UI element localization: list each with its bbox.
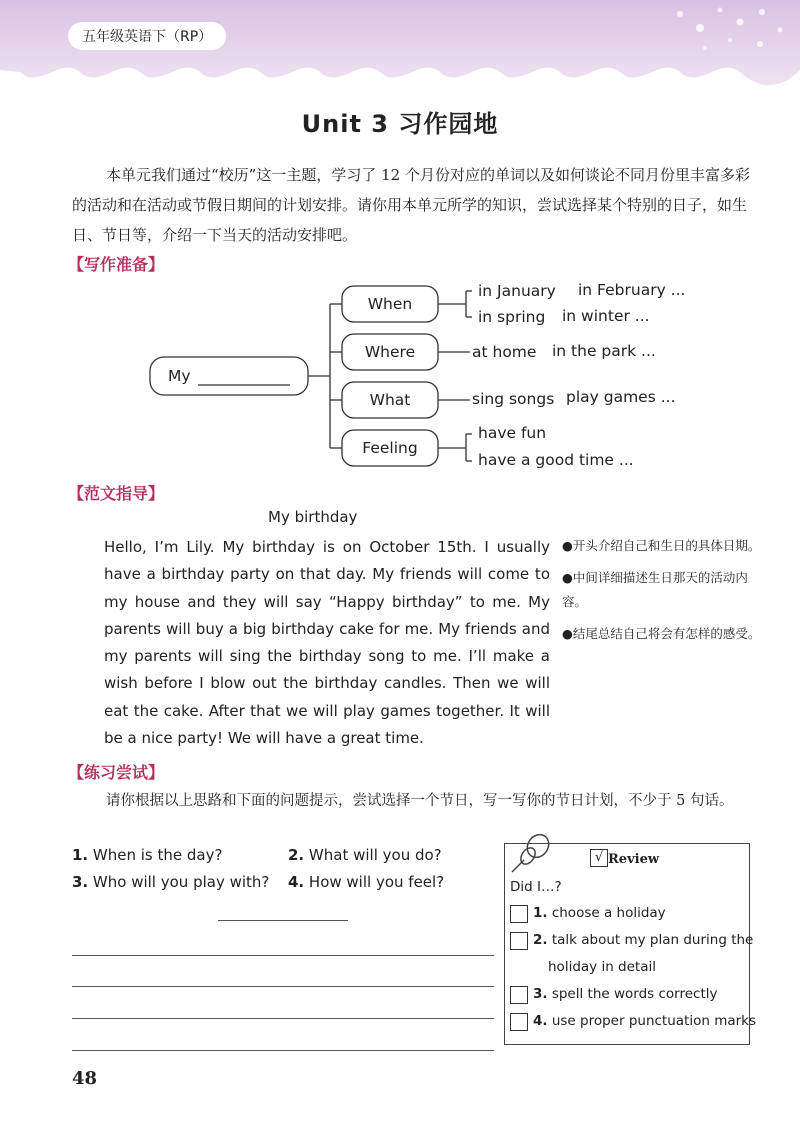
review-check-icon: √ [590,849,608,867]
review-checkbox-2[interactable] [510,932,528,950]
example-feeling-2: have a good time ... [478,451,634,469]
example-what-2: play games ... [566,388,676,406]
example-what-1: sing songs [472,390,555,408]
page-title: Unit 3 习作园地 [301,110,499,138]
review-item-2-cont: holiday in detail [548,959,656,975]
note-middle: ●中间详细描述生日那天的活动内容。 [562,570,748,609]
question-3: 3. Who will you play with? [72,873,270,891]
review-item-2: 2. talk about my plan during the [533,932,754,948]
section-heading-prep: 【写作准备】 [68,255,165,274]
section-heading-model: 【范文指导】 [68,484,165,503]
grade-label: 五年级英语下（RP） [68,22,226,50]
question-1: 1. When is the day? [72,846,223,864]
example-where-1: at home [472,343,537,361]
review-checkbox-1[interactable] [510,905,528,923]
branch-when: When [367,295,413,313]
mind-map-center: My [168,367,191,385]
note-opening: ●开头介绍自己和生日的具体日期。 [562,538,761,553]
example-when-3: in spring [478,308,546,326]
writing-line[interactable] [72,1018,494,1019]
review-item-4: 4. use proper punctuation marks [533,1013,757,1029]
example-when-1: in January [478,282,556,300]
example-feeling-1: have fun [478,424,547,442]
practice-prompt: 请你根据以上思路和下面的问题提示，尝试选择一个节日，写一写你的节日计划，不少于 5 句话。 [106,793,734,809]
page-number: 48 [72,1068,98,1089]
section-heading-practice: 【练习尝试】 [68,763,165,782]
review-checkbox-4[interactable] [510,1013,528,1031]
essay-notes [562,534,762,654]
review-checkbox-3[interactable] [510,986,528,1004]
writing-line[interactable] [72,955,494,956]
review-did-i: Did I…? [510,879,562,895]
intro-paragraph: 本单元我们通过“校历”这一主题，学习了 12 个月份对应的单词以及如何谈论不同月份里丰富多彩的活动和在活动或节假日期间的计划安排。请你用本单元所学的知识，尝试选择某个特别的日子，如生日、节日等，介绍一下当天的活动安排吧。 [72,166,750,244]
pushpin-icon [506,828,556,876]
essay-text: Hello, I’m Lily. My birthday is on October 15th. I usually have a birthday party on that day. My friends will come to my house and they will say “Happy birthday” to me. My parents will buy a big birthday cake for me. My friends and my parents will sing the birthday song to me. I’ll make a wish before I blow out the birthday candles. Then we will eat the cake. After that we will play games together. It will be a nice party! We will have a great time. [104,538,550,748]
branch-where: Where [364,343,416,361]
example-where-2: in the park ... [552,342,656,360]
review-item-1: 1. choose a holiday [533,905,666,921]
writing-line[interactable] [72,986,494,987]
example-when-2: in February ... [578,281,686,299]
branch-feeling: Feeling [362,439,418,457]
title-writing-line[interactable] [218,920,348,921]
branch-what: What [369,391,411,409]
question-2: 2. What will you do? [288,846,442,864]
mind-map-lines [0,0,800,500]
note-ending: ●结尾总结自己将会有怎样的感受。 [562,626,761,641]
writing-line[interactable] [72,1050,494,1051]
example-when-4: in winter ... [562,307,650,325]
model-essay [72,534,550,752]
essay-title: My birthday [268,508,358,526]
question-4: 4. How will you feel? [288,873,445,891]
review-title: Review [608,852,660,867]
review-item-3: 3. spell the words correctly [533,986,718,1002]
